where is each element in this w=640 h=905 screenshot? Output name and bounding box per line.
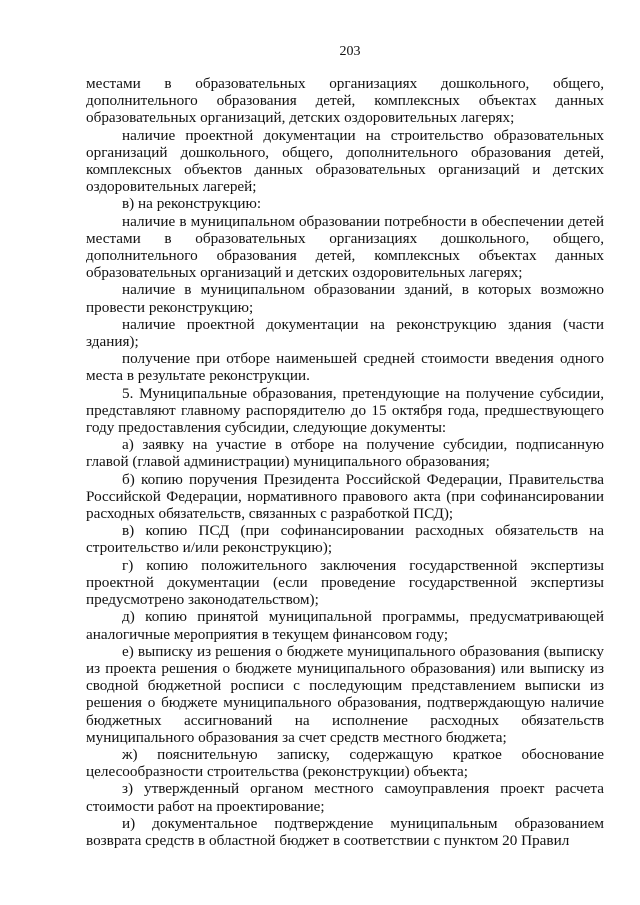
- paragraph: получение при отборе наименьшей средней стоимости введения одного места в результате реконструкции.: [86, 350, 604, 385]
- paragraph: в) на реконструкцию:: [122, 195, 262, 213]
- paragraph: д) копию принятой муниципальной программы, предусматривающей аналогичные мероприятия в текущем финансовом году;: [86, 608, 604, 643]
- paragraph: з) утвержденный органом местного самоуправления проект расчета стоимости работ на проектирование;: [86, 780, 604, 815]
- paragraph: наличие проектной документации на реконструкцию здания (части здания);: [86, 315, 604, 351]
- paragraph: наличие в муниципальном образовании зданий, в которых возможно провести реконструкцию;: [86, 281, 604, 316]
- paragraph: е) выписку из решения о бюджете муниципального образования (выписку из проекта решения о бюджете муниципального образования) или выписку из сводной бюджетной росписи с последующим представлением выписки из решения о бюджете муниципального образования, подтверждающую наличие бюджетных ассигнований на исполнение расходных обязательств муниципального образования за счет средств местного бюджета;: [86, 642, 604, 746]
- paragraph: а) заявку на участие в отборе на получение субсидии, подписанную главой (главой администрации) муниципального образования;: [86, 436, 604, 471]
- paragraph: ж) пояснительную записку, содержащую краткое обоснование целесообразности строительства (реконструкции) объекта;: [86, 745, 604, 781]
- paragraph: 5. Муниципальные образования, претендующие на получение субсидии, представляют главному распорядителю до 15 октября года, предшествующего году предоставления субсидии, следующие документы:: [86, 384, 604, 437]
- document-body: [86, 75, 604, 849]
- paragraph: в) копию ПСД (при софинансировании расходных обязательств на строительство и/или реконструкцию);: [86, 522, 604, 557]
- paragraph: б) копию поручения Президента Российской Федерации, Правительства Российской Федерации, нормативного правового акта (при софинансировании расходных обязательств, связанных с разработкой ПСД);: [86, 470, 604, 523]
- page-number: 203: [339, 44, 361, 59]
- paragraph: местами в образовательных организациях дошкольного, общего, дополнительного образования детей, комплексных объектах данных образовательных организаций, детских оздоровительных лагерях;: [86, 75, 604, 127]
- paragraph: г) копию положительного заключения государственной экспертизы проектной документации (если проведение государственной экспертизы предусмотрено законодательством);: [86, 556, 604, 609]
- paragraph: наличие в муниципальном образовании потребности в обеспечении детей местами в образовательных организациях дошкольного, общего, дополнительного образования детей, комплексных объектах данных образовательных организаций и детских оздоровительных лагерях;: [86, 212, 604, 282]
- paragraph: наличие проектной документации на строительство образовательных организаций дошкольного, общего, дополнительного образования детей, комплексных объектов данных образовательных организаций и детских оздоровительных лагерей;: [86, 126, 604, 196]
- paragraph: и) документальное подтверждение муниципальным образованием возврата средств в областной бюджет в соответствии с пунктом 20 Правил: [86, 814, 604, 849]
